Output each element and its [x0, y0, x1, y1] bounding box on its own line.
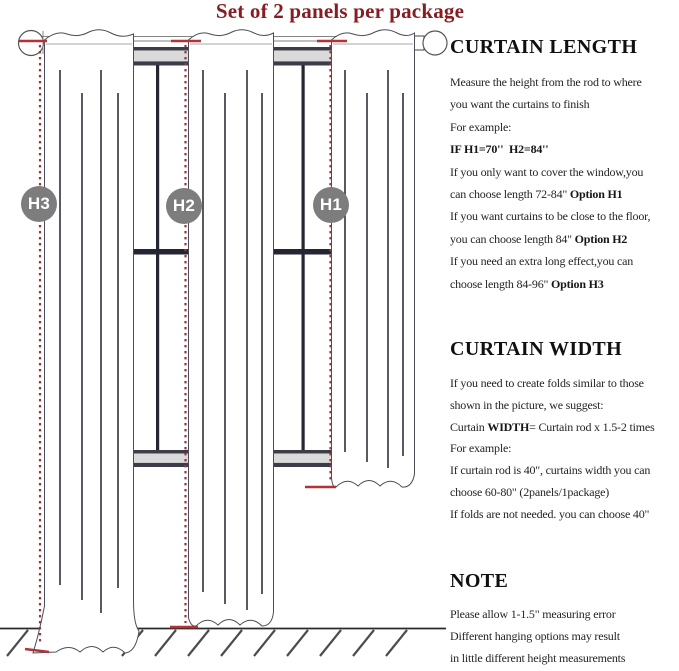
curtain-panel-h3: [33, 30, 139, 653]
line-text: If folds are not needed. you can choose 40": [450, 506, 650, 521]
line-text: you want the curtains to finish: [450, 97, 590, 112]
text-line: [450, 183, 679, 205]
window-stile-left: [156, 65, 159, 451]
badge-h2-label: H2: [172, 196, 196, 215]
section-heading-note: NOTE: [450, 570, 509, 592]
line-text: If curtain rod is 40", curtains width you can: [450, 463, 651, 478]
badge-h2: [166, 188, 202, 224]
text-line: [450, 205, 679, 227]
line-bold: Option H3: [551, 276, 604, 291]
line-text: Curtain: [450, 419, 488, 434]
text-line: [450, 138, 679, 160]
curtain-panel-h1: [332, 30, 415, 487]
curtain-panel-h2: [189, 30, 274, 626]
line-text: Measure the height from the rod to where: [450, 75, 642, 89]
line-text: If you only want to cover the window,you: [450, 164, 644, 179]
line-text: = Curtain rod x 1.5-2 times: [529, 419, 655, 434]
section-curtain-length: [450, 71, 679, 295]
text-line: [450, 504, 679, 526]
line-text: Different hanging options may result: [450, 628, 620, 643]
line-bold: Option H1: [569, 187, 623, 202]
text-line: [450, 116, 679, 138]
section-note: [450, 604, 679, 669]
line-text: For example:: [450, 119, 512, 134]
section-heading-curtain-length: CURTAIN LENGTH: [450, 36, 638, 58]
line-bold: Option H2: [574, 231, 628, 246]
line-text: choose 60-80" (2panels/1package): [450, 484, 610, 499]
line-text: can choose length 72-84": [450, 187, 570, 202]
text-line: [450, 373, 679, 395]
text-line: [450, 626, 679, 648]
text-line: [450, 71, 679, 93]
line-text: shown in the picture, we suggest:: [450, 397, 604, 412]
line-text: Please allow 1-1.5" measuring error: [450, 607, 616, 621]
right-finial-icon: [423, 31, 447, 55]
text-line: [450, 648, 679, 670]
line-bold: WIDTH: [487, 419, 530, 434]
section-heading-curtain-width: CURTAIN WIDTH: [450, 338, 623, 360]
line-text: For example:: [450, 441, 512, 456]
line-text: If you need an extra long effect,you can: [450, 254, 634, 269]
line-text: you can choose length 84": [450, 231, 575, 246]
text-line: [450, 460, 679, 482]
text-line: [450, 395, 679, 417]
section-curtain-width: [450, 373, 679, 526]
text-line: [450, 482, 679, 504]
text-line: [450, 604, 679, 626]
text-line: [450, 273, 679, 295]
badge-h1-label: H1: [319, 195, 343, 214]
badge-h3-label: H3: [27, 194, 51, 213]
text-line: [450, 250, 679, 272]
text-line: [450, 161, 679, 183]
line-bold: IF H1=70'' H2=84'': [450, 142, 549, 157]
badge-h3: [21, 186, 57, 222]
line-text: If you need to create folds similar to those: [450, 376, 644, 390]
text-line: [450, 93, 679, 115]
badge-h1: [313, 187, 349, 223]
page-title: Set of 2 panels per package: [215, 0, 465, 23]
text-line: [450, 228, 679, 250]
window-stile-right: [302, 65, 305, 451]
text-line: [450, 438, 679, 460]
text-line: [450, 417, 679, 439]
line-text: in little different height measurements: [450, 650, 626, 665]
line-text: choose length 84-96": [450, 276, 552, 291]
line-text: If you want curtains to be close to the floor,: [450, 209, 651, 224]
